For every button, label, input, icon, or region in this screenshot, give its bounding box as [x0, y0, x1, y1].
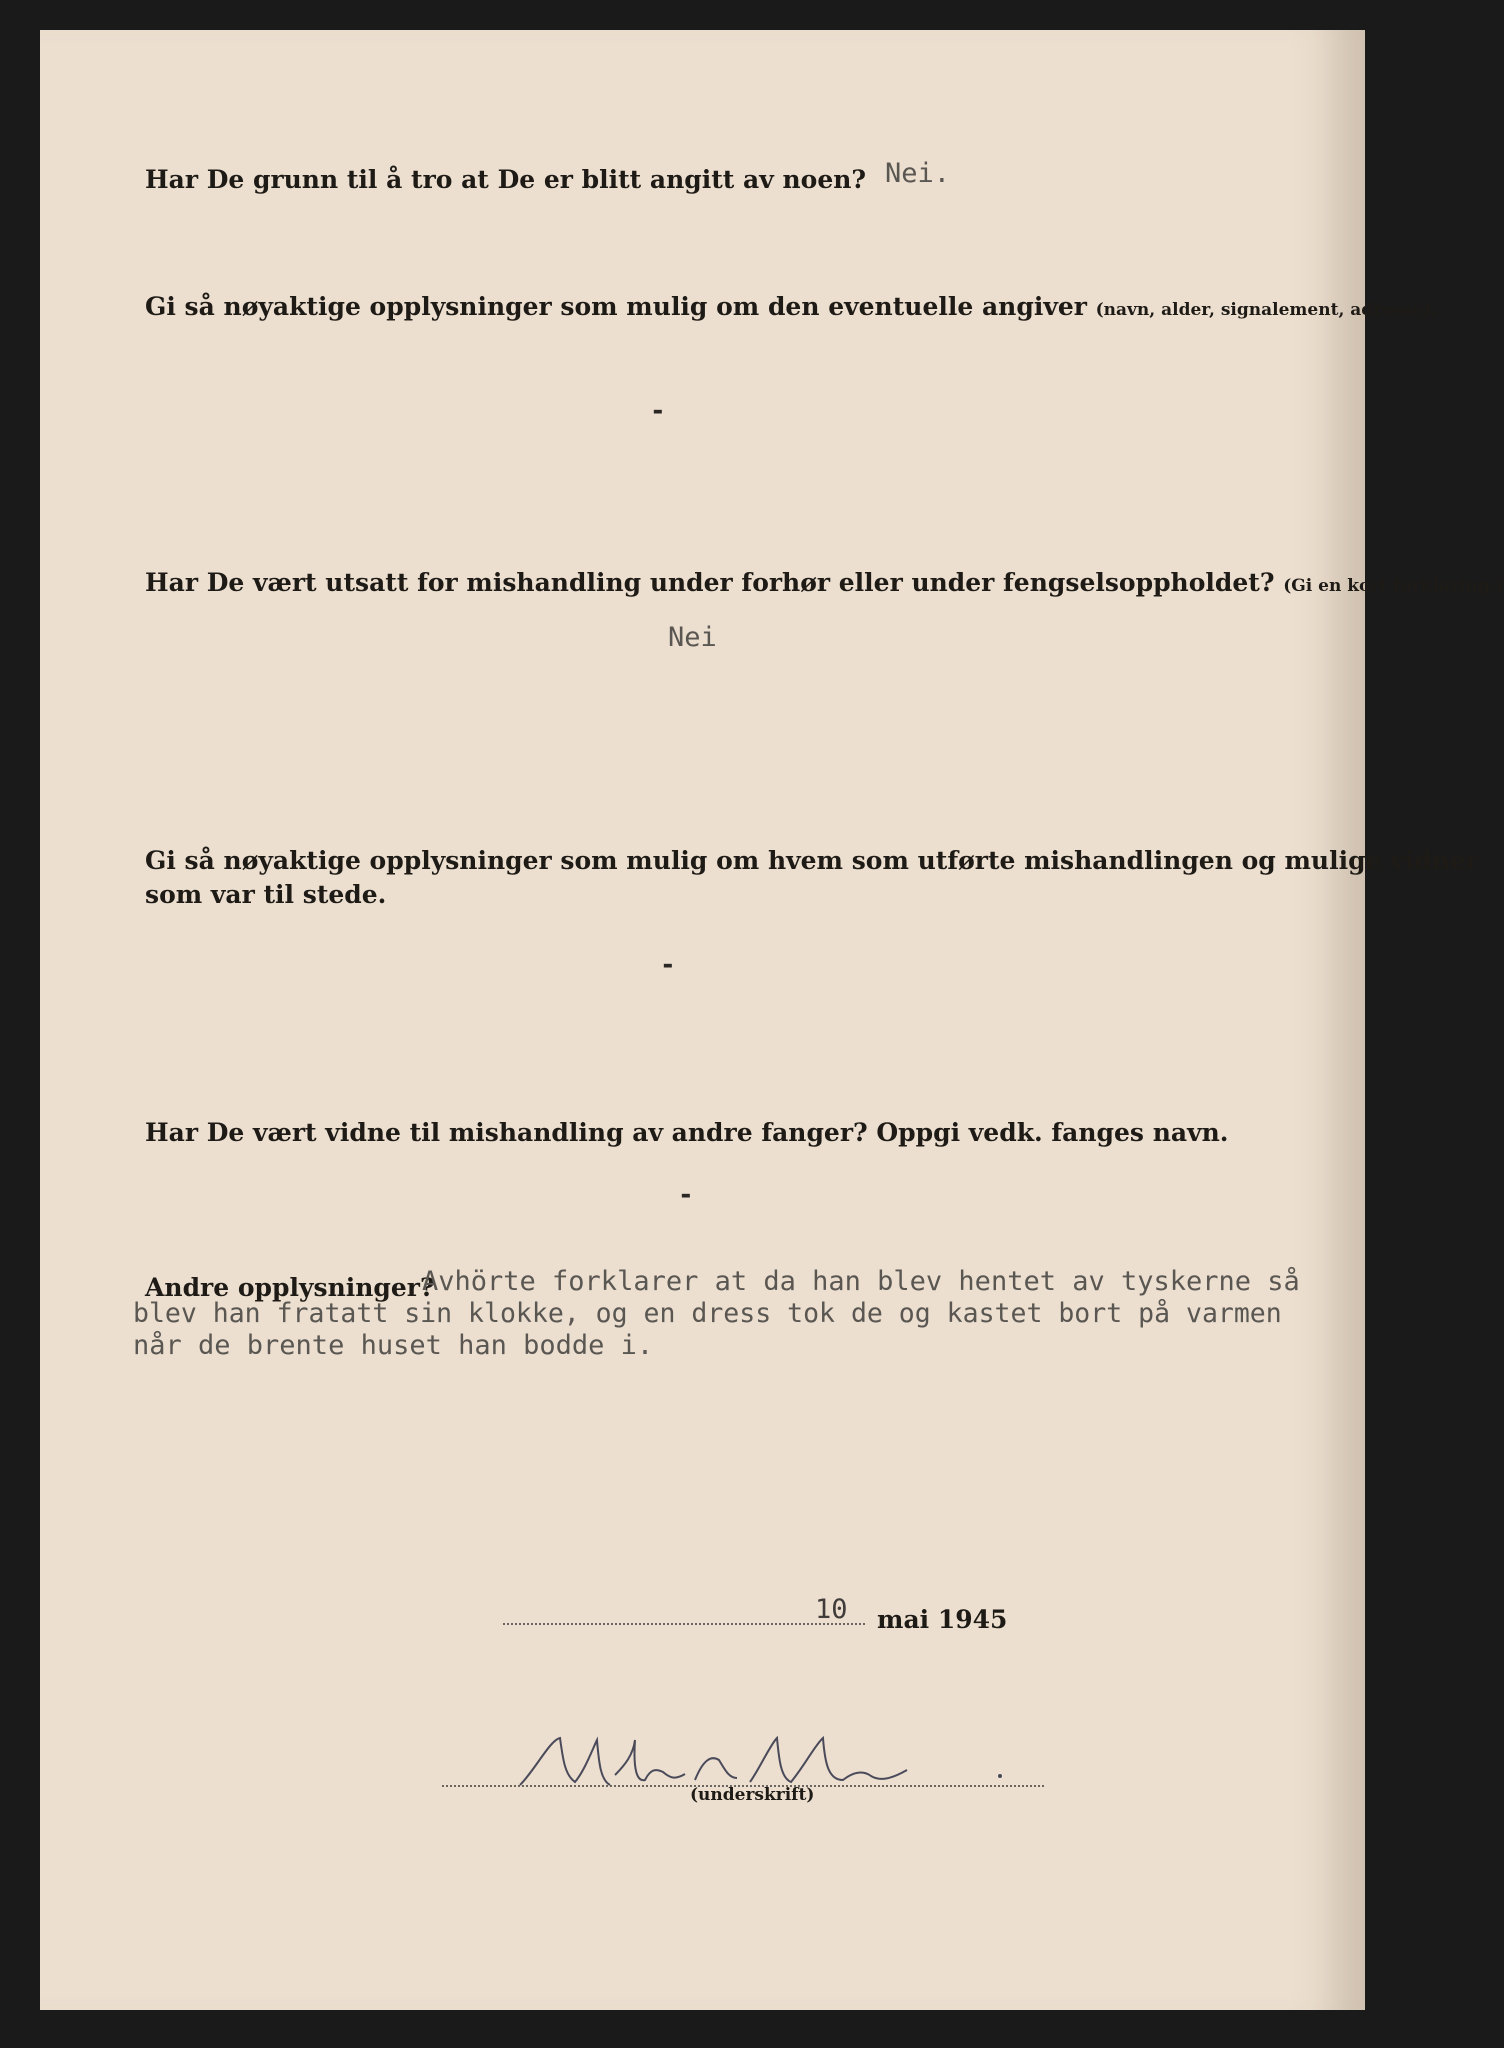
- signature-label: (underskrift): [690, 1785, 815, 1805]
- answer-denounced: Nei.: [885, 158, 951, 189]
- question-denounced: Har De grunn til å tro at De er blitt angitt av noen?: [145, 165, 867, 194]
- question-witness: Har De vært vidne til mishandling av andre fanger? Oppgi vedk. fanges navn.: [145, 1118, 1229, 1147]
- answer-other-info-line2: blev han fratatt sin klokke, og en dress tok de og kastet bort på varmen: [133, 1298, 1282, 1329]
- document-page: [40, 30, 1365, 2010]
- question-perpetrator-line2: som var til stede.: [145, 880, 387, 909]
- question-mistreatment-note: (Gi en kort forklaring.): [1283, 576, 1504, 596]
- question-mistreatment-label: Har De vært utsatt for mishandling under forhør eller under fengselsoppholdet?: [145, 568, 1275, 597]
- question-other-info: Andre opplysninger?: [145, 1273, 435, 1302]
- question-informer-details: [145, 292, 1437, 321]
- question-informer-note: (navn, alder, signalement, adresse).: [1095, 300, 1437, 320]
- question-informer-label: Gi så nøyaktige opplysninger som mulig om den eventuelle angiver: [145, 292, 1087, 321]
- question-perpetrator-line1: Gi så nøyaktige opplysninger som mulig om hvem som utførte mishandlingen og mulige vidner: [145, 846, 1479, 875]
- answer-informer-details: -: [650, 396, 666, 426]
- date-month-year: mai 1945: [877, 1605, 1008, 1634]
- answer-witness: -: [678, 1180, 694, 1210]
- answer-other-info-line1: Avhörte forklarer at da han blev hentet av tyskerne så: [422, 1266, 1300, 1297]
- question-mistreatment: [145, 568, 1504, 597]
- answer-perpetrator: -: [660, 950, 676, 980]
- answer-other-info-line3: når de brente huset han bodde i.: [133, 1330, 654, 1361]
- date-day: 10: [815, 1594, 848, 1625]
- answer-mistreatment: Nei: [668, 622, 717, 653]
- date-dotted-line: [503, 1623, 865, 1625]
